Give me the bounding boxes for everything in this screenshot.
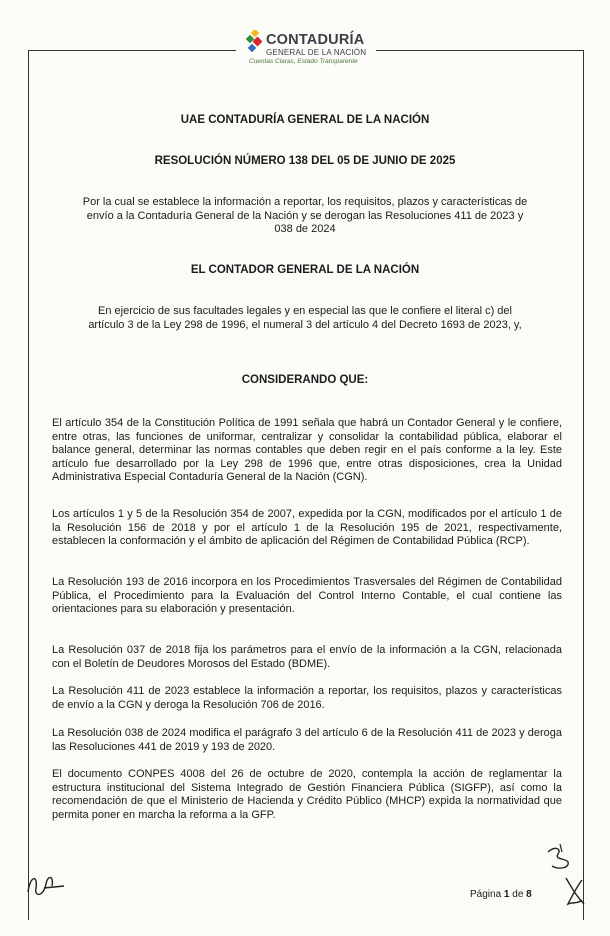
paragraph-5: La Resolución 411 de 2023 establece la información a reportar, los requisitos, plazos y características de envío a la CGN y deroga la Resolución 706 de 2016. [52,685,562,711]
logo-subtitle: GENERAL DE LA NACIÓN [266,48,367,57]
page-total: 8 [526,889,532,900]
page-label: Página [470,889,502,900]
considering-heading: CONSIDERANDO QUE: [241,374,369,386]
page-number [470,889,532,900]
page-current: 1 [503,889,510,900]
authority-heading: EL CONTADOR GENERAL DE LA NACIÓN [190,264,420,276]
paragraph-1: El artículo 354 de la Constitución Política de 1991 señala que habrá un Contador General y le confiere, entre otras, las funciones de uniformar, centralizar y consolidar la contabilidad pública, elaborar el balance general, determinar las normas contables que deben regir en el país conforme a la ley. Este artículo fue desarrollado por la Ley 298 de 1996 que, entre otras disposiciones, crea la Unidad Administrativa Especial Contaduría General de la Nación (CGN). [52,417,562,484]
paragraph-2: Los artículos 1 y 5 de la Resolución 354 de 2007, expedida por la CGN, modificados por el artículo 1 de la Resolución 156 de 2018 y por el artículo 1 de la Resolución 195 de 2021, respectivamente, establecen la conformación y el ámbito de aplicación del Régimen de Contabilidad Pública (RCP). [52,508,562,548]
page-of: de [512,889,524,900]
paragraph-7: El documento CONPES 4008 del 26 de octubre de 2020, contempla la acción de reglamentar la estructura institucional del Sistema Integrado de Gestión Financiera Pública (SIGFP), así como la recomendación de que el Ministerio de Hacienda y Crédito Público (MHCP) expida la normatividad que permita poner en marcha la reforma a la GFP. [52,768,562,821]
entity-heading: UAE CONTADURÍA GENERAL DE LA NACIÓN [180,114,430,126]
logo-mark-icon [246,30,264,56]
paragraph-6: La Resolución 038 de 2024 modifica el parágrafo 3 del artículo 6 de la Resolución 411 de 2023 y deroga las Resoluciones 441 de 2019 y 193 de 2020. [52,727,562,753]
initials-signature-top [540,842,580,876]
powers-paragraph: En ejercicio de sus facultades legales y en especial las que le confiere el literal c) del artículo 3 de la Ley 298 de 1996, el numeral 3 del artículo 4 del Decreto 1693 de 2023, y, [88,305,522,331]
contaduria-logo [246,30,376,70]
resolution-title: RESOLUCIÓN NÚMERO 138 DEL 05 DE JUNIO DE 2025 [154,155,456,167]
paragraph-3: La Resolución 193 de 2016 incorpora en los Procedimientos Trasversales del Régimen de Contabilidad Pública, el Procedimiento para la Evaluación del Control Interno Contable, el cual contiene las orientaciones para su elaboración y presentación. [52,576,562,616]
logo-title: CONTADURÍA [266,32,365,48]
initials-signature-left [24,866,72,902]
resolution-subject: Por la cual se establece la información a reportar, los requisitos, plazos y características de envío a la Contaduría General de la Nación y se derogan las Resoluciones 411 de 2023 y 038 de 2024 [82,196,528,235]
initials-signature-right [562,874,588,908]
logo-tagline: Cuentas Claras, Estado Transparente [249,58,358,65]
paragraph-4: La Resolución 037 de 2018 fija los parámetros para el envío de la información a la CGN, relacionada con el Boletín de Deudores Morosos del Estado (BDME). [52,644,562,670]
